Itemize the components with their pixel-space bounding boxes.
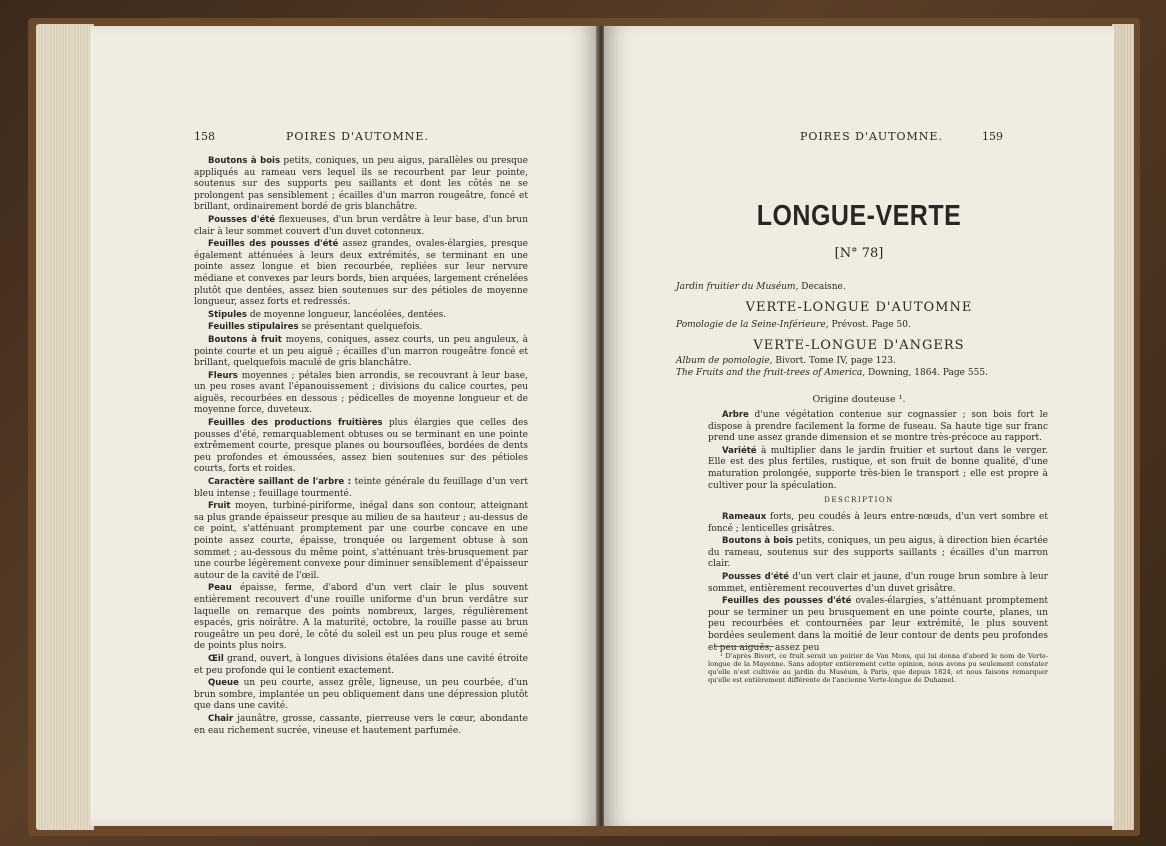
paragraph-term: Chair <box>208 713 234 724</box>
paragraph <box>194 654 528 677</box>
paragraph-term: Peau <box>208 583 232 594</box>
paragraph-text: d'un vert clair et jaune, d'un rouge brun sombre à leur sommet, entièrement recouvertes d'un duvet grisâtre. <box>708 571 1048 594</box>
page-number-right: 159 <box>982 130 1003 143</box>
paragraph <box>194 678 528 713</box>
paragraph-text: moyen, turbiné-piriforme, inégal dans son contour, atteignant sa plus grande épaisseur presque au milieu de sa hauteur ; au-dessus de ce point, s'atténuant promptement par une courbe concave en une pointe assez courte, épaisse, tronquée ou largement obtuse à son sommet ; au-dessous du même point, s'atténuant très-brusquement par une courbe légèrement convexe pour diminuer sensiblement d'épaisseur autour de la cavité de l'œil. <box>194 501 528 581</box>
paragraph-term: Œil <box>208 653 224 664</box>
reference-2: Pomologie de la Seine-Inférieure, Prévost. Page 50. <box>676 320 911 330</box>
reference-1: Jardin fruitier du Muséum, Decaisne. <box>676 282 846 292</box>
reference-3: Album de pomologie, Bivort. Tome IV, page 123. <box>676 356 896 366</box>
page-number-left: 158 <box>194 130 215 143</box>
synonym-1: VERTE-LONGUE D'AUTOMNE <box>745 300 973 315</box>
paragraph <box>194 239 528 309</box>
paragraph <box>194 477 528 500</box>
reference-4: The Fruits and the fruit-trees of America, Downing, 1864. Page 555. <box>676 368 988 378</box>
paragraph <box>194 418 528 476</box>
paragraph-text: petits, coniques, un peu aigus, à direction bien écartée du rameau, soutenus sur des supports saillants ; écailles d'un marron clair. <box>708 536 1048 570</box>
paragraph-text: moyennes ; pétales bien arrondis, se recouvrant à leur base, un peu roses avant l'épanouissement ; divisions du calice courtes, peu aiguës, recourbées en dessous ; pédicelles de moyenne longueur et de moyenne force, duveteux. <box>194 370 528 416</box>
paragraph-text: teinte générale du feuillage d'un vert bleu intense ; feuillage tourmenté. <box>194 477 528 499</box>
paragraph-term: Variété <box>722 445 757 456</box>
paragraph <box>194 714 528 737</box>
origin-text <box>708 410 1048 493</box>
paragraph-term: Rameaux <box>722 512 767 522</box>
right-page <box>604 26 1114 826</box>
description-text <box>708 512 1048 655</box>
variety-number: [N° 78] <box>834 246 884 261</box>
paragraph-term: Fruit <box>208 501 231 512</box>
paragraph <box>194 215 528 238</box>
paragraph-term: Caractère saillant de l'arbre : <box>208 477 352 488</box>
paragraph-term: Boutons à bois <box>722 536 794 547</box>
paragraph-text: moyens, coniques, assez courts, un peu anguleux, à pointe courte et un peu aiguë ; écailles d'un marron rougeâtre foncé et brillant, quelquefois maculé de gris blanchâtre. <box>194 334 528 369</box>
paragraph-text: se présentant quelquefois. <box>298 322 423 333</box>
paragraph <box>194 156 528 214</box>
running-head-right: POIRES D'AUTOMNE. <box>800 130 943 143</box>
paragraph <box>708 536 1048 571</box>
paragraph-text: assez grandes, ovales-élargies, presque également atténuées à leurs deux extrémités, se terminant en une pointe assez longue et bien recourbée, repliées sur leur nervure médiane et convexes par leurs bords, bien arquées, largement crénelées plutôt que dentées, assez bien soutenues sur des pétioles de moyenne longueur, assez forts et redressés. <box>194 239 528 308</box>
paragraph-text: d'une végétation contenue sur cognassier ; son bois fort le dispose à prendre facilement la forme de fuseau. Sa haute tige sur franc prend une assez grande dimension et se montre très-précoce au rapport. <box>708 410 1048 444</box>
left-page <box>90 26 598 826</box>
paragraph-term: Pousses d'été <box>208 214 276 225</box>
paragraph <box>708 410 1048 445</box>
paragraph <box>708 512 1048 535</box>
paragraph-term: Feuilles des productions fruitières <box>208 418 383 429</box>
paragraph-text: grand, ouvert, à longues divisions étalées dans une cavité étroite et peu profonde qui le contient exactement. <box>194 653 528 676</box>
paragraph-text: un peu courte, assez grêle, ligneuse, un peu courbée, d'un brun sombre, implantée un peu obliquement dans une dépression plutôt que dans une cavité. <box>194 678 528 712</box>
paragraph <box>194 322 528 334</box>
left-page-text <box>194 156 528 738</box>
footnote: ¹ D'après Bivort, ce fruit serait un poirier de Van Mons, qui lui donna d'abord le nom de Verte-longue de la Mayenne. Sans adopter entièrement cette opinion, nous avons pu seulement constater qu'elle n'est cultivée au jardin du Muséum, à Paris, que depuis 1824, et nous faisons remarquer qu'elle est entièrement différente de l'ancienne Verte-longue de Duhamel. <box>708 652 1048 684</box>
paragraph <box>708 446 1048 492</box>
paragraph-term: Stipules <box>208 309 247 320</box>
paragraph-term: Pousses d'été <box>722 571 789 582</box>
paragraph <box>194 310 528 322</box>
variety-title: LONGUE-VERTE <box>756 199 962 233</box>
paragraph <box>194 371 528 417</box>
paragraph-term: Arbre <box>722 410 749 420</box>
running-head-left: POIRES D'AUTOMNE. <box>286 130 429 143</box>
paragraph-term: Boutons à fruit <box>208 334 282 345</box>
paragraph-term: Feuilles stipulaires <box>208 322 299 333</box>
paragraph-term: Feuilles des pousses d'été <box>208 239 339 250</box>
paragraph-text: jaunâtre, grosse, cassante, pierreuse vers le cœur, abondante en eau richement sucrée, vineuse et hautement parfumée. <box>194 713 528 736</box>
page-edges-right <box>1112 24 1134 830</box>
paragraph <box>708 572 1048 595</box>
paragraph-text: petits, coniques, un peu aigus, parallèles ou presque appliqués au rameau vers lequel ils se recourbent par leur pointe, soutenus sur des supports peu saillants et dont les côtés ne se prolongent pas sensiblement ; écailles d'un marron rougeâtre, foncé et brillant, ordinairement bordé de gris blanchâtre. <box>194 156 528 213</box>
footnote-rule <box>714 646 774 647</box>
paragraph-text: de moyenne longueur, lancéolées, dentées. <box>246 309 447 320</box>
paragraph <box>194 583 528 653</box>
paragraph-text: épaisse, ferme, d'abord d'un vert clair le plus souvent entièrement recouvert d'une rouille uniforme d'un brun verdâtre sur laquelle on remarque des points nombreux, larges, régulièrement espacés, gris noirâtre. A la maturité, octobre, la rouille passe au brun rougeâtre un peu doré, le côté du soleil est un peu plus rouge et semé de points plus noirs. <box>194 583 528 652</box>
page-edges-left <box>36 24 94 830</box>
paragraph-text: forts, peu coudés à leurs entre-nœuds, d'un vert sombre et foncé ; lenticelles grisâtres. <box>708 512 1048 534</box>
paragraph-text: flexueuses, d'un brun verdâtre à leur base, d'un brun clair à leur sommet couvert d'un duvet cotonneux. <box>194 214 528 237</box>
paragraph-term: Queue <box>208 678 239 689</box>
paragraph-term: Boutons à bois <box>208 156 281 166</box>
origin-heading: Origine douteuse ¹. <box>812 394 906 405</box>
paragraph-text: à multiplier dans le jardin fruitier et surtout dans le verger. Elle est des plus fertiles, rustique, et son fruit de bonne qualité, d'une maturation prolongée, supporte très-bien le transport ; elle est propre à cultiver pour la spéculation. <box>708 445 1048 491</box>
synonym-2: VERTE-LONGUE D'ANGERS <box>753 338 965 353</box>
paragraph-term: Fleurs <box>208 370 238 381</box>
paragraph <box>194 335 528 370</box>
paragraph-text: plus élargies que celles des pousses d'été, remarquablement obtuses ou se terminant en une pointe extrêmement courte, presque planes ou boursouflées, bordées de dents peu profondes et émoussées, assez bien soutenues sur des pétioles courts, forts et roides. <box>194 418 528 475</box>
paragraph-term: Feuilles des pousses d'été <box>722 596 852 607</box>
paragraph <box>194 501 528 582</box>
description-heading: DESCRIPTION <box>824 496 894 504</box>
paragraph-text: ovales-élargies, s'atténuant promptement pour se terminer un peu brusquement en une pointe courte, planes, un peu recourbées et contournées par leur extrémité, le plus souvent bordées seulement dans la moitié de leur contour de dents peu profondes et peu aiguës, assez peu <box>708 596 1048 653</box>
